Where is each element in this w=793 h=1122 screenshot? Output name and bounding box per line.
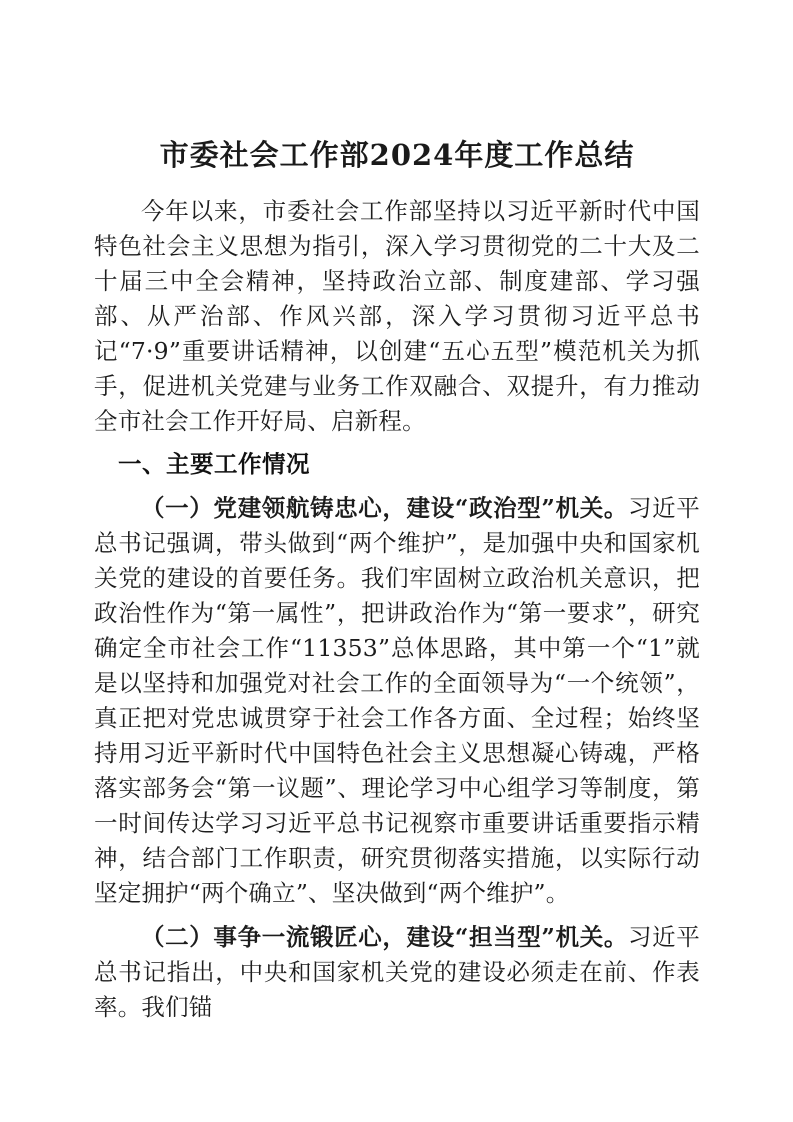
page-title: 市委社会工作部2024年度工作总结 <box>159 138 635 172</box>
subsection-2-lead: （二）事争一流锻匠心，建设“担当型”机关。 <box>141 923 629 951</box>
section-heading-main-work: 一、主要工作情况 <box>118 450 310 478</box>
page-bottom-spacer <box>94 1025 700 1122</box>
paragraph-intro: 今年以来，市委社会工作部坚持以习近平新时代中国特色社会主义思想为指引，深入学习贯彻党的二十大及二十届三中全会精神，坚持政治立部、制度建部、学习强部、从严治部、作风兴部，深入学习贯彻习近平总书记“7·9”重要讲话精神，以创建“五心五型”模范机关为抓手，促进机关党建与业务工作双融合、双提升，有力推动全市社会工作开好局、启新程。 <box>94 197 700 435</box>
subsection-1-lead: （一）党建领航铸忠心，建设“政治型”机关。 <box>141 494 629 522</box>
subsection-1-body: 习近平总书记强调，带头做到“两个维护”，是加强中央和国家机关党的建设的首要任务。我们牢固树立政治机关意识，把政治性作为“第一属性”，把讲政治作为“第一要求”，研究确定全市社会工作“11353”总体思路，其中第一个“1”就是以坚持和加强党对社会工作的全面领导为“一个统领”，真正把对党忠诚贯穿于社会工作各方面、全过程；始终坚持用习近平新时代中国特色社会主义思想凝心铸魂，严格落实部务会“第一议题”、理论学习中心组学习等制度，第一时间传达学习习近平总书记视察市重要讲话重要指示精神，结合部门工作职责，研究贯彻落实措施，以实际行动坚定拥护“两个确立”、坚决做到“两个维护”。 <box>94 494 700 907</box>
paragraph-subsection-2 <box>94 920 700 1025</box>
subsection-2-body: 习近平总书记指出，中央和国家机关党的建设必须走在前、作表率。我们锚 <box>94 923 700 1021</box>
paragraph-subsection-1 <box>94 491 700 911</box>
document-content <box>94 0 700 1122</box>
